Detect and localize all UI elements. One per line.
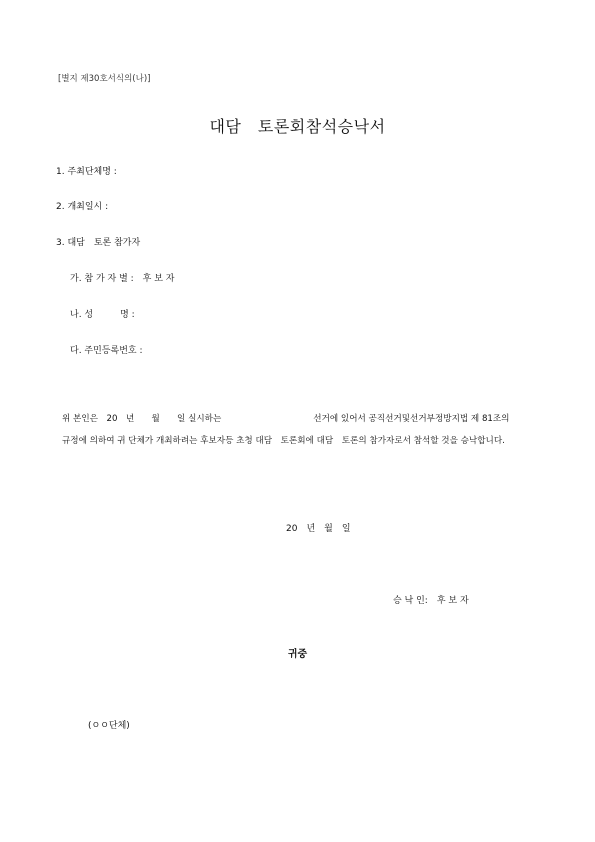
signature-date: 20 년 월 일 <box>286 524 351 534</box>
organization-name: (ㅇㅇ단체) <box>88 721 130 731</box>
consent-statement <box>62 408 532 452</box>
addressee: 귀중 <box>287 649 308 660</box>
resident-number-label: 다. 주민등록번호 : <box>70 346 143 356</box>
consent-statement-part1: 위 본인은 20 년 월 일 실시하는 <box>62 414 222 424</box>
participant-name-label: 나. 성 명 : <box>70 310 135 320</box>
event-date-label: 2. 개최일시 : <box>56 202 109 212</box>
form-code: [별지 제30호서식의(나)] <box>58 74 151 84</box>
document-title: 대담 토론회참석승낙서 <box>209 117 386 136</box>
consent-statement-part2: 선거에 있어서 공직선거및선거부정방지법 제 81조의 규정에 의하여 귀 단체가 개최하려는 후보자등 초청 대담 토론회에 대담 토론의 참가자로서 참석할 것을 승낙합니다. <box>62 414 510 446</box>
host-organization-label: 1. 주최단체명 : <box>56 167 117 177</box>
consenter-line: 승 낙 인: 후 보 자 <box>393 596 469 606</box>
participants-label: 3. 대담 토론 참가자 <box>56 238 141 248</box>
participant-category-label: 가. 참 가 자 별 : 후 보 자 <box>70 274 175 284</box>
